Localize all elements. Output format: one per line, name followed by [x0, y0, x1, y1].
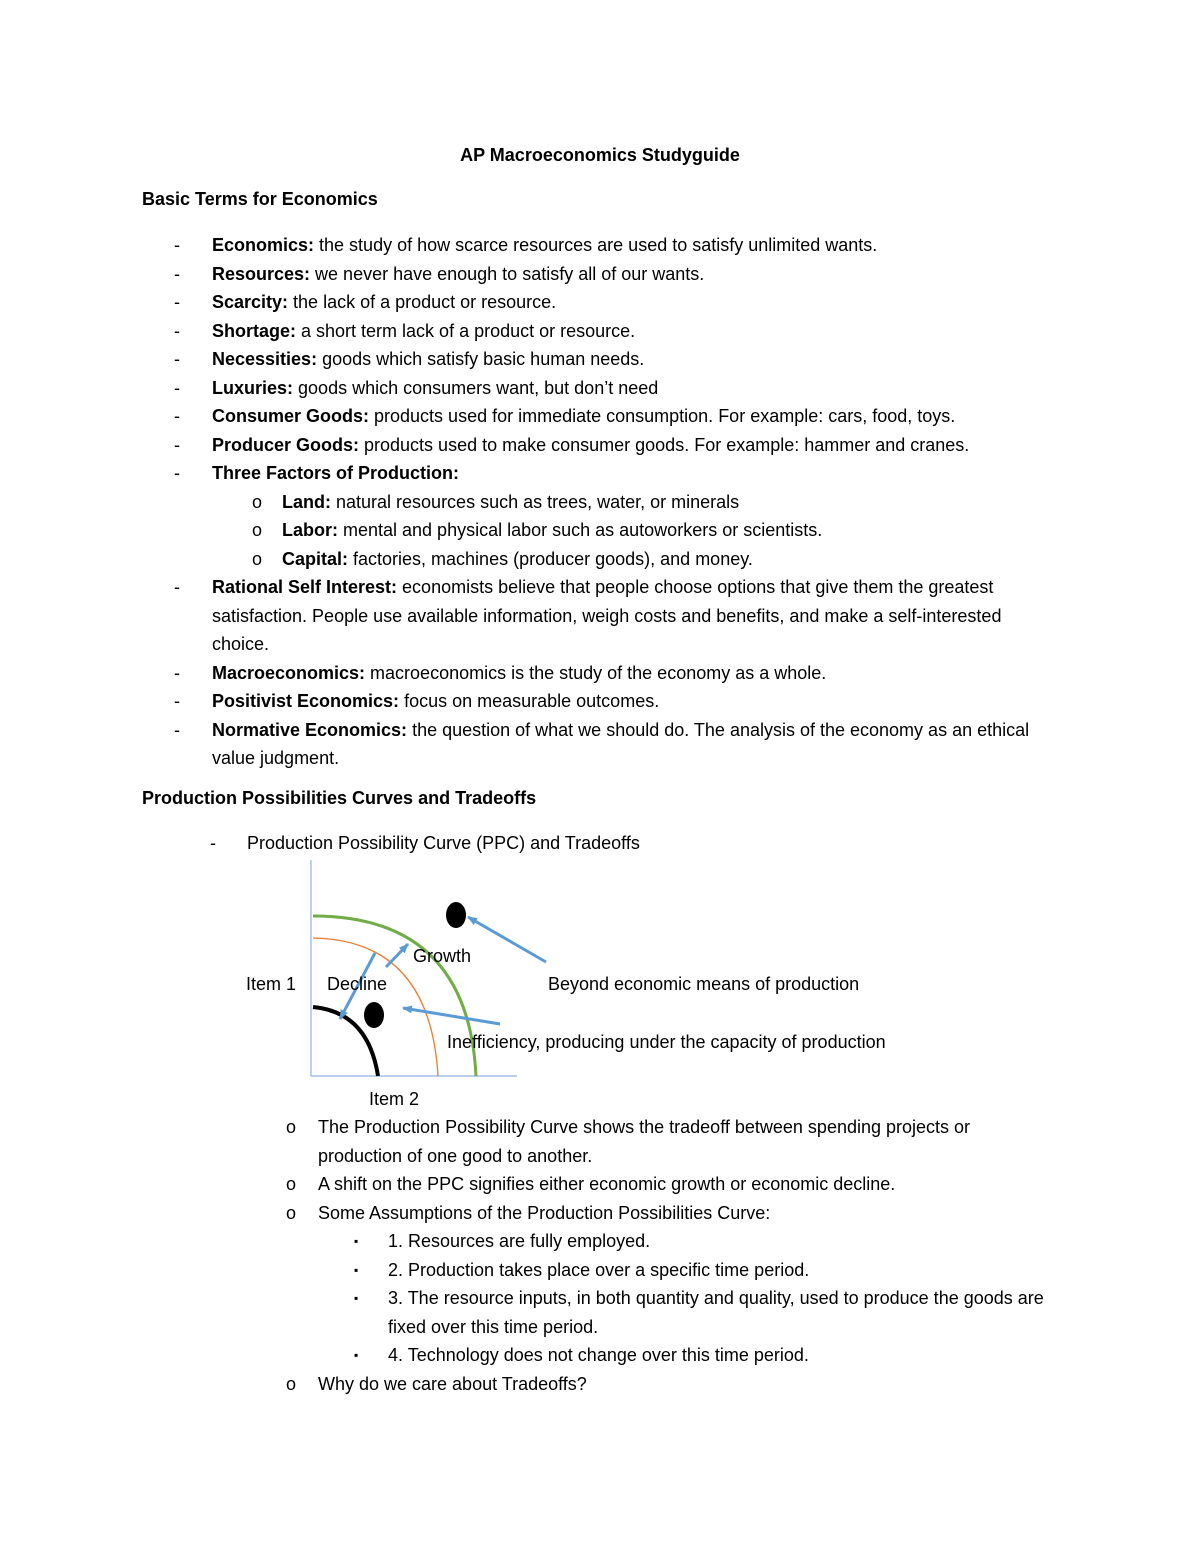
inefficiency-point — [364, 1002, 384, 1028]
sublist-item: o Land: natural resources such as trees, water, or minerals — [252, 491, 740, 512]
list-item: o Some Assumptions of the Production Possibilities Curve: — [286, 1202, 771, 1223]
list-item: o Why do we care about Tradeoffs? — [286, 1373, 587, 1394]
page-title: AP Macroeconomics Studyguide — [460, 145, 740, 165]
list-item: - Positivist Economics: focus on measurable outcomes. — [174, 691, 660, 711]
list-item: - Three Factors of Production: o Land: natural resources such as trees, water, or minerals o Labor: mental and physical labor such as autoworkers or scientists. o Capital: factories, machines (producer goods), and money. — [142, 459, 1062, 573]
list-item: - Shortage: a short term lack of a product or resource. — [174, 320, 636, 341]
beyond-means-point — [446, 902, 466, 928]
inefficiency-label: Inefficiency, producing under the capacity of production — [447, 1032, 886, 1052]
beyond-means-arrow — [468, 917, 546, 962]
decline-label: Decline — [327, 974, 388, 994]
sublist-item: o Capital: factories, machines (producer goods), and money. — [252, 548, 753, 569]
document-page: AP Macroeconomics Studyguide Basic Terms for Economics - Economics: the study of how scarce resources are used to satisfy unlimited wants. - Resources: we never have enough to satisfy all of our wants. - Scarcity: the lack of a product or resource. - Shortage: a short term lack of a product or resource. - Necessities: goods which satisfy basic human needs. - Luxuries: goods which consumers want, but don’t need - Consumer Goods: products used for immediate consumption. For example: cars, food, toys. - Producer Goods: products used to make consumer goods. For example: hammer and cranes. - Three Factors of Production: o Land: natural resources such as trees, water, or minerals o Labor: mental and physical labor such as autoworkers or scientists. o Capital: factories, machines (producer goods), and money. - Rational Self Interest: economists believe that people choose options that give them the greatest satisfaction. People use available information, weigh costs and benefits, and make a self-interested choice. - Macroeconomics: macroeconomics is the study of the economy as a whole. - Positivist Economics: focus on measurable outcomes. - Normative Economics: the question of what we should do. The analysis of the economy as an ethical value judgment. Production Possibilities Curves and Tradeoffs - Production Possibility Curve (PPC) and Tradeoffs Growth Item 1 Decline Beyond economic means of production Inefficiency, producing under the capacity of production Item 2 o The Production Possibility Curve shows the tradeoff between spending projects or production of one good to another. o A shift on the PPC signifies either economic growth or economic decline. o Some Assumptions of the Production Possibilities Curve: ▪ 1. Resources are fully employed. ▪ 2. Production takes place over a specific time period. ▪ 3. The resource inputs, in both quantity and quality, used to produce the goods are fixed over this time period. ▪ 4. Technology does not change over this time period. o Why do we care about Tradeoffs? — [0, 0, 1200, 1553]
list-item: o The Production Possibility Curve shows the tradeoff between spending projects or production of one good to another. — [286, 1117, 971, 1166]
list-item: - Economics: the study of how scarce resources are used to satisfy unlimited wants. — [174, 235, 878, 255]
assumption-item: ▪ 2. Production takes place over a specific time period. — [354, 1259, 810, 1280]
list-item: - Normative Economics: the question of what we should do. The analysis of the economy as an ethical value judgment. — [174, 719, 1030, 768]
list-item: - Consumer Goods: products used for immediate consumption. For example: cars, food, toys. — [174, 406, 956, 426]
x-axis-label: Item 2 — [369, 1089, 420, 1109]
list-item: - Scarcity: the lack of a product or resource. — [174, 292, 557, 312]
assumption-item: ▪ 1. Resources are fully employed. — [354, 1231, 651, 1251]
section-heading-ppc: Production Possibilities Curves and Tradeoffs — [142, 788, 537, 808]
list-item: - Resources: we never have enough to satisfy all of our wants. — [174, 263, 705, 284]
sublist-item: o Labor: mental and physical labor such as autoworkers or scientists. — [252, 520, 823, 540]
section-heading-basic-terms: Basic Terms for Economics — [142, 189, 378, 209]
growth-arrow — [386, 944, 408, 967]
assumption-item: ▪ 3. The resource inputs, in both quantity and quality, used to produce the goods are fixed over this time period. — [354, 1288, 1044, 1337]
list-item: - Luxuries: goods which consumers want, but don’t need — [174, 377, 659, 398]
beyond-means-label: Beyond economic means of production — [548, 974, 860, 994]
growth-label: Growth — [413, 946, 472, 966]
list-item: - Necessities: goods which satisfy basic human needs. — [174, 349, 645, 369]
assumption-item: ▪ 4. Technology does not change over this time period. — [354, 1345, 809, 1365]
list-item: - Producer Goods: products used to make consumer goods. For example: hammer and cranes. — [174, 434, 970, 455]
list-item: - Macroeconomics: macroeconomics is the study of the economy as a whole. — [174, 662, 827, 683]
ppc-notes-list — [282, 1113, 1052, 1398]
list-item: - Rational Self Interest: economists believe that people choose options that give them the greatest satisfaction. People use available information, weigh costs and benefits, and make a self-interested choice. — [174, 577, 1002, 654]
y-axis-label: Item 1 — [246, 974, 297, 994]
list-item: o A shift on the PPC signifies either economic growth or economic decline. — [286, 1174, 896, 1194]
inefficiency-arrow — [403, 1008, 500, 1024]
